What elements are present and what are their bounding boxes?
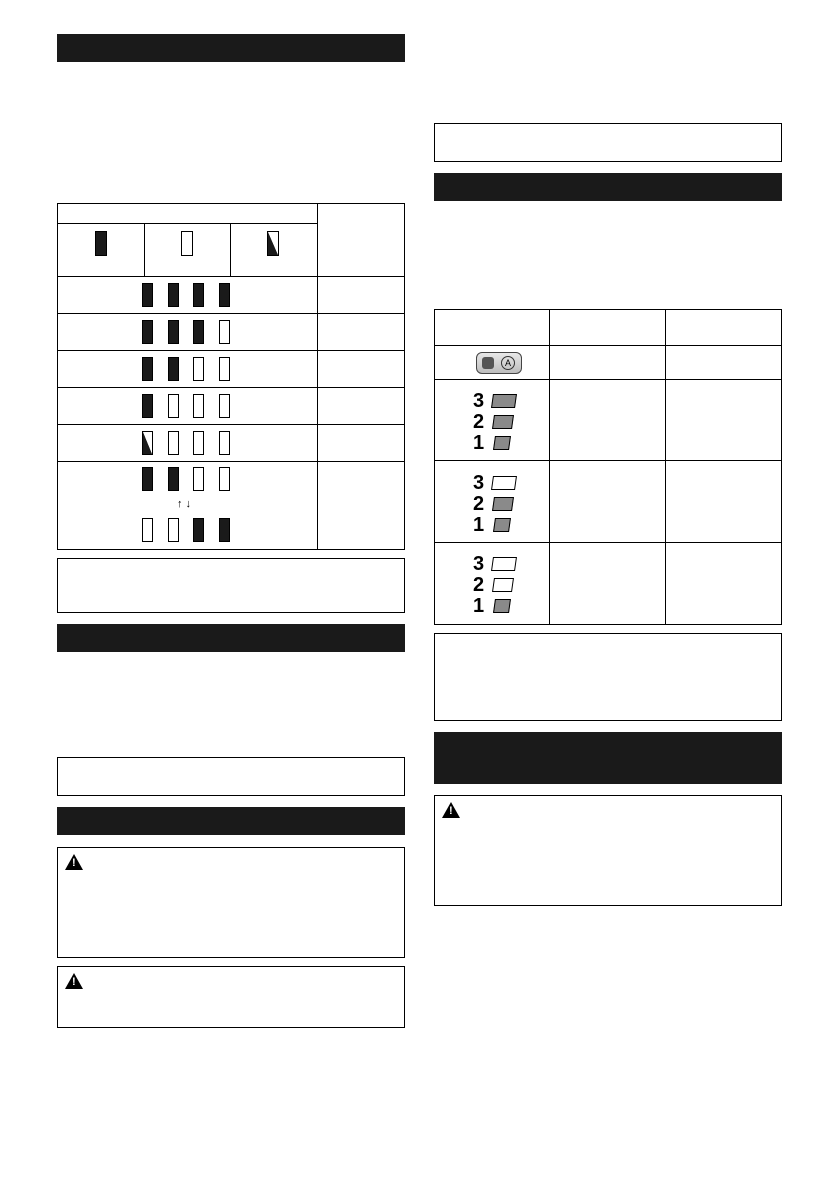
speed-level-label: 2 [473,411,485,433]
warning-triangle-icon [65,854,83,870]
lit-indicator-icon [95,231,107,256]
battery-cell-row2-2 [168,320,179,344]
section-header-bar [57,807,405,835]
battery-cell-alt-bottom-2 [168,518,179,542]
battery-cell-row5-1 [142,431,153,455]
section-header-bar [434,173,782,201]
speed-level-lamp-icon [492,578,514,592]
battery-cell-row4-3 [193,394,204,418]
section-header-bar [434,732,782,784]
battery-cell-row3-3 [193,357,204,381]
battery-cell-row3-2 [168,357,179,381]
battery-cell-row4-2 [168,394,179,418]
battery-cell-alt-top-1 [142,467,153,491]
speed-level-lamp-icon [493,436,511,450]
battery-cell-row5-4 [219,431,230,455]
speed-level-lamp-icon [491,394,517,408]
section-header-bar [57,624,405,652]
warning-box [57,966,405,1028]
battery-cell-row1-1 [142,283,153,307]
warning-box [434,795,782,906]
battery-cell-row2-3 [193,320,204,344]
speed-level-lamp-icon [492,497,514,511]
warning-triangle-icon [65,973,83,989]
battery-cell-row2-4 [219,320,230,344]
note-box [57,558,405,613]
note-box [434,123,782,162]
speed-level-label: 1 [473,595,485,617]
battery-cell-row4-4 [219,394,230,418]
battery-indicator-table [57,203,405,550]
speed-level-label: 3 [473,390,485,412]
warning-triangle-icon [442,802,460,818]
battery-cell-alt-bottom-4 [219,518,230,542]
warning-box [57,847,405,958]
speed-level-lamp-icon [493,518,511,532]
battery-cell-alt-top-4 [219,467,230,491]
battery-cell-row1-3 [193,283,204,307]
note-box [57,757,405,796]
battery-cell-alt-bottom-3 [193,518,204,542]
speed-level-label: 1 [473,514,485,536]
mode-switch-button-icon: A [476,352,522,374]
off-indicator-icon [181,231,193,256]
battery-cell-row3-4 [219,357,230,381]
speed-level-lamp-icon [491,476,517,490]
battery-cell-row3-1 [142,357,153,381]
speed-level-label: 3 [473,472,485,494]
battery-cell-row2-1 [142,320,153,344]
battery-cell-alt-top-2 [168,467,179,491]
battery-cell-row5-3 [193,431,204,455]
speed-level-lamp-icon [493,599,511,613]
section-header-bar [57,34,405,62]
battery-cell-alt-top-3 [193,467,204,491]
battery-cell-row1-2 [168,283,179,307]
speed-level-label: 2 [473,493,485,515]
speed-level-label: 2 [473,574,485,596]
battery-cell-row4-1 [142,394,153,418]
speed-level-label: 3 [473,553,485,575]
battery-cell-row1-4 [219,283,230,307]
speed-level-lamp-icon [492,415,514,429]
mode-table [434,309,782,625]
speed-level-label: 1 [473,432,485,454]
alternating-arrows: ↑ ↓ [177,498,192,510]
blinking-indicator-icon [267,231,279,256]
speed-level-lamp-icon [491,557,517,571]
battery-cell-row5-2 [168,431,179,455]
note-box [434,633,782,721]
battery-cell-alt-bottom-1 [142,518,153,542]
